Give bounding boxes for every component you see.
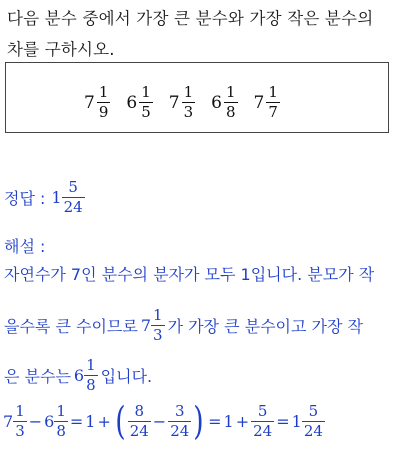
choice-mixed-number — [169, 85, 195, 120]
answer-fraction — [62, 180, 85, 215]
eq-a-fraction — [13, 401, 27, 440]
solution-equation — [3, 399, 325, 443]
answer-numerator: 5 — [68, 178, 78, 196]
choice-fraction — [266, 85, 280, 120]
explanation-title: 해설 : — [4, 237, 46, 256]
eq-f-numerator: 5 — [257, 401, 268, 420]
choice-fraction — [224, 85, 238, 120]
explanation-line-2 — [4, 308, 363, 343]
choice-denominator: 5 — [141, 103, 151, 121]
explanation-line-1: 자연수가 7인 분수의 분자가 모두 1입니다. 분모가 작 — [4, 265, 375, 284]
equals-sign: = — [69, 411, 84, 431]
eq-g-fraction — [302, 401, 325, 440]
eq-a-denominator: 3 — [15, 421, 25, 440]
choices-box — [5, 62, 389, 133]
eq-e-fraction — [168, 401, 191, 440]
largest-whole: 7 — [140, 316, 152, 335]
eq-d-fraction — [128, 401, 151, 440]
answer-value — [51, 180, 84, 215]
largest-denominator: 3 — [153, 326, 163, 344]
smallest-whole: 6 — [73, 366, 85, 385]
choice-numerator: 1 — [225, 83, 236, 101]
left-paren: ( — [115, 399, 126, 443]
explanation-line-3-post: 입니다. — [100, 367, 153, 386]
choice-numerator: 1 — [141, 83, 151, 101]
equals-sign: = — [276, 411, 290, 431]
explanation-line-2-post: 가 가장 큰 분수이고 가장 작 — [167, 317, 364, 336]
eq-b-whole: 6 — [44, 411, 55, 431]
question-line-2: 차를 구하시오. — [7, 40, 115, 59]
explanation-line-2-pre: 을수록 큰 수이므로 — [4, 317, 138, 336]
plus-sign: + — [235, 411, 250, 431]
choice-whole: 7 — [253, 92, 265, 113]
answer-denominator: 24 — [63, 198, 83, 216]
explanation-line-3 — [4, 358, 152, 393]
eq-c2: 1 — [223, 411, 234, 431]
answer-whole: 1 — [51, 188, 62, 207]
choice-denominator: 8 — [225, 103, 236, 121]
answer-line — [4, 180, 85, 215]
eq-b-numerator: 1 — [56, 401, 66, 420]
choice-whole: 7 — [168, 92, 180, 113]
right-paren: ) — [193, 399, 204, 443]
eq-f-denominator: 24 — [253, 421, 273, 440]
choice-fraction — [182, 85, 196, 120]
minus-sign: − — [152, 411, 167, 431]
choice-whole: 6 — [126, 92, 138, 113]
eq-e-numerator: 3 — [174, 401, 185, 420]
smallest-numerator: 1 — [86, 356, 96, 374]
eq-g-whole: 1 — [291, 411, 302, 431]
explanation-line-3-pre: 은 분수는 — [4, 367, 71, 386]
choice-numerator: 1 — [268, 83, 278, 101]
question-line-1: 다음 분수 중에서 가장 큰 분수와 가장 작은 분수의 — [7, 9, 374, 28]
choice-numerator: 1 — [183, 83, 194, 101]
choice-denominator: 3 — [183, 103, 194, 121]
smallest-denominator: 8 — [86, 376, 96, 394]
choice-mixed-number — [126, 85, 152, 120]
eq-e-denominator: 24 — [170, 421, 190, 440]
equals-sign: = — [208, 411, 222, 431]
choice-mixed-number — [254, 85, 280, 120]
choice-fraction — [139, 85, 153, 120]
question-text — [7, 3, 393, 65]
choice-fraction — [97, 85, 111, 120]
choice-mixed-number — [84, 85, 110, 120]
eq-d-numerator: 8 — [134, 401, 145, 420]
eq-d-denominator: 24 — [129, 421, 149, 440]
choices-row — [84, 85, 296, 120]
choice-denominator: 9 — [98, 103, 109, 121]
choice-whole: 6 — [211, 92, 222, 113]
largest-fraction-part — [151, 308, 165, 343]
minus-sign: − — [28, 411, 43, 431]
choice-denominator: 7 — [268, 103, 278, 121]
choice-whole: 7 — [84, 92, 95, 113]
eq-f-fraction — [251, 401, 274, 440]
eq-b-denominator: 8 — [56, 421, 66, 440]
largest-fraction — [141, 308, 165, 343]
eq-c1: 1 — [85, 411, 96, 431]
answer-label: 정답 : — [4, 189, 46, 208]
eq-a-numerator: 1 — [15, 401, 25, 420]
choice-mixed-number — [211, 85, 237, 120]
eq-b-fraction — [54, 401, 68, 440]
choice-numerator: 1 — [98, 83, 109, 101]
eq-a-whole: 7 — [3, 411, 14, 431]
largest-numerator: 1 — [153, 306, 163, 324]
plus-sign: + — [97, 411, 111, 431]
eq-g-denominator: 24 — [303, 421, 323, 440]
smallest-fraction — [74, 358, 98, 393]
eq-g-numerator: 5 — [308, 401, 319, 420]
smallest-fraction-part — [84, 358, 98, 393]
